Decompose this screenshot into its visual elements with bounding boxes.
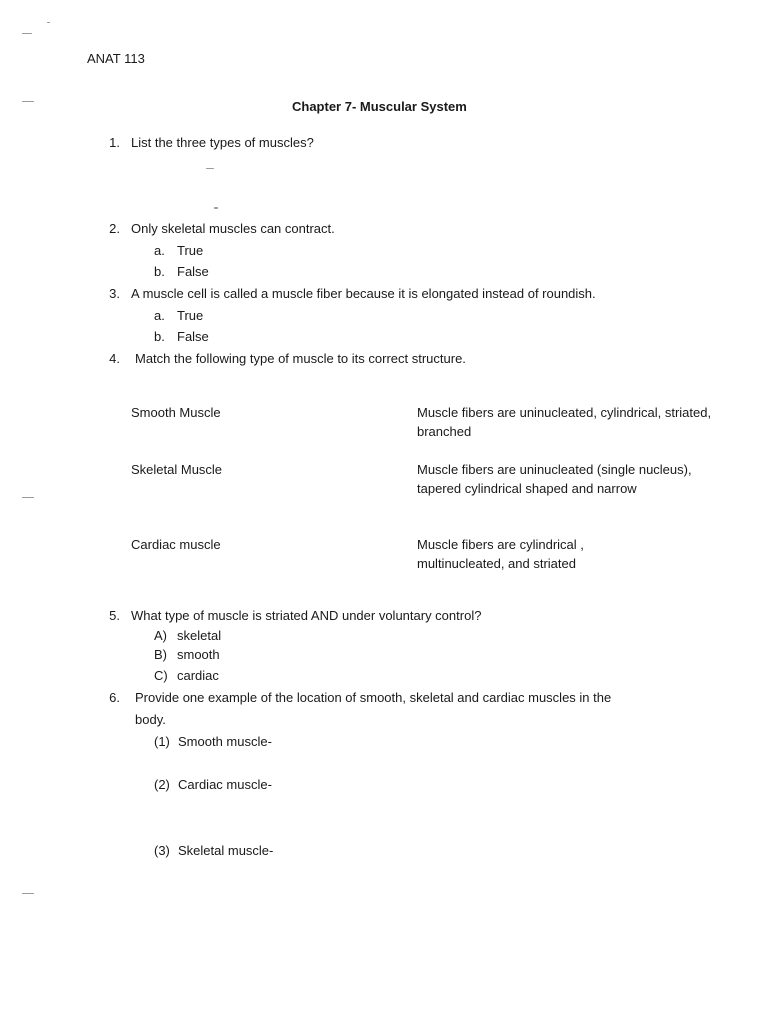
option-label: B) — [154, 647, 167, 662]
question-5-text: What type of muscle is striated AND under voluntary control? — [131, 608, 482, 623]
question-number: 5. — [109, 608, 120, 623]
item-text: Smooth muscle- — [178, 734, 272, 749]
option-text: skeletal — [177, 628, 222, 643]
option-text: True — [177, 243, 204, 258]
option-text: False — [177, 264, 209, 279]
question-1-text: List the three types of muscles? — [131, 135, 314, 150]
item-label: (1) — [154, 734, 170, 749]
item-label: (3) — [154, 843, 170, 858]
match-term: Cardiac muscle — [131, 537, 221, 552]
item-label: (2) — [154, 777, 170, 792]
option-label: b. — [154, 264, 165, 279]
question-number: 2. — [109, 221, 120, 236]
option-label: a. — [154, 243, 165, 258]
option-text: False — [177, 329, 209, 344]
match-description: Muscle fibers are cylindrical , multinucleated, and striated — [417, 537, 584, 571]
option-label: C) — [154, 668, 168, 683]
question-2-text: Only skeletal muscles can contract. — [131, 221, 335, 236]
question-6-text-line2: body. — [135, 712, 166, 727]
option-label: A) — [154, 628, 167, 643]
question-6-text-line1: Provide one example of the location of smooth, skeletal and cardiac muscles in the — [135, 690, 612, 705]
option-label: a. — [154, 308, 165, 323]
option-label: b. — [154, 329, 165, 344]
course-code: ANAT 113 — [87, 51, 145, 66]
match-description: Muscle fibers are uninucleated, cylindrical, striated, branched — [417, 405, 712, 439]
option-text: True — [177, 308, 204, 323]
scan-mark — [22, 497, 34, 498]
scan-mark — [22, 33, 32, 34]
match-term: Smooth Muscle — [131, 405, 221, 420]
scan-mark — [206, 168, 214, 169]
scan-mark — [214, 207, 218, 209]
question-3-text: A muscle cell is called a muscle fiber because it is elongated instead of roundish. — [131, 286, 596, 301]
question-number: 4. — [109, 351, 120, 366]
match-term: Skeletal Muscle — [131, 462, 223, 477]
scan-mark — [22, 101, 34, 102]
option-text: cardiac — [177, 668, 219, 683]
scan-mark — [22, 893, 34, 894]
item-text: Skeletal muscle- — [178, 843, 274, 858]
question-number: 6. — [109, 690, 120, 705]
question-number: 1. — [109, 135, 120, 150]
question-4-text: Match the following type of muscle to its correct structure. — [135, 351, 466, 366]
question-number: 3. — [109, 286, 120, 301]
match-description: Muscle fibers are uninucleated (single nucleus), tapered cylindrical shaped and narrow — [417, 462, 692, 496]
option-text: smooth — [177, 647, 220, 662]
item-text: Cardiac muscle- — [178, 777, 272, 792]
page-title: Chapter 7- Muscular System — [292, 99, 467, 114]
scan-mark — [47, 22, 50, 23]
